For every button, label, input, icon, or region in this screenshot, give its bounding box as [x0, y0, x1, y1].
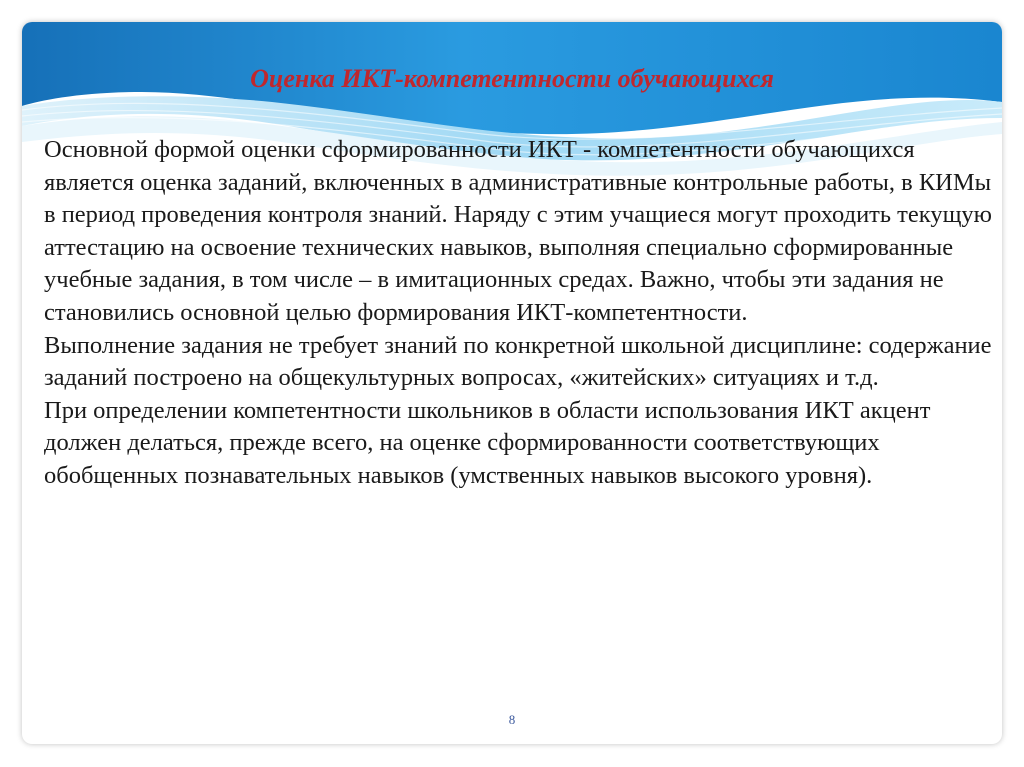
- body-paragraph: При определении компетентности школьников в области использования ИКТ акцент должен делаться, прежде всего, на оценке сформированности соответствующих обобщенных познавательных навыков (умственных навыков высокого уровня).: [44, 396, 931, 489]
- body-paragraph: Выполнение задания не требует знаний по конкретной школьной дисциплине: содержание заданий построено на общекультурных вопросах, «житейских» ситуациях и т.д.: [44, 331, 992, 392]
- slide-body: [44, 134, 996, 493]
- page-number: 8: [508, 712, 516, 727]
- slide-title: Оценка ИКТ-компетентности обучающихся: [250, 64, 774, 93]
- slide-card: [22, 22, 1002, 744]
- body-paragraph: Основной формой оценки сформированности ИКТ - компетентности обучающихся является оценка заданий, включенных в административные контрольные работы, в КИМы в период проведения контроля знаний. Наряду с этим учащиеся могут проходить текущую аттестацию на освоение технических навыков, выполняя специально сформированные учебные задания, в том числе – в имитационных средах. Важно, чтобы эти задания не становились основной целью формирования ИКТ-компетентности.: [44, 136, 992, 326]
